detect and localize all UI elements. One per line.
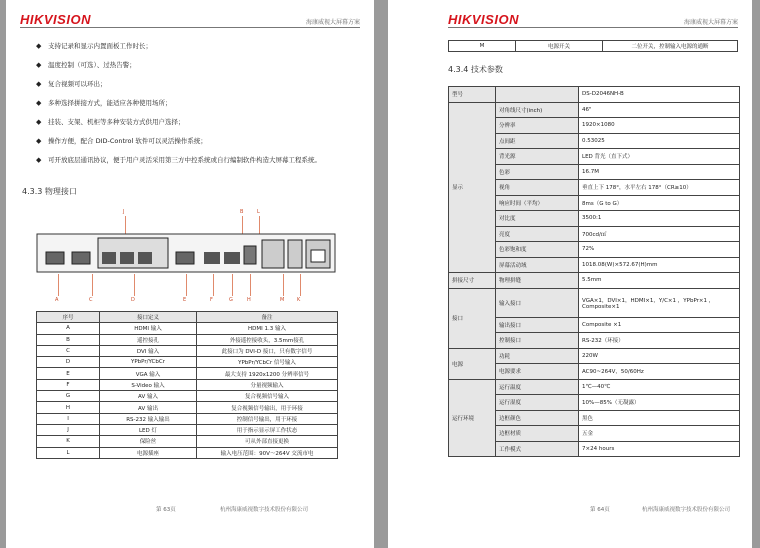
spec-group-cell: 拼接尺寸 [449, 273, 496, 289]
feature-item: ◆ 多种选择拼接方式，能适应各种使用场所； [36, 99, 356, 107]
spec-name-cell: 色彩 [496, 164, 579, 180]
table-cell: 遥控接孔 [100, 334, 197, 345]
spec-group-cell: 型号 [449, 87, 496, 103]
panel-label: F [210, 297, 213, 303]
panel-label: E [183, 297, 187, 303]
table-cell: 此接口为 DVI-D 接口，只有数字信号 [197, 345, 338, 356]
leader-line [213, 274, 214, 296]
spec-name-cell: 对比度 [496, 211, 579, 227]
spec-name-cell: 分辨率 [496, 118, 579, 134]
column-header: 接口定义 [100, 312, 197, 323]
panel-label: L [257, 209, 260, 215]
table-row [37, 379, 338, 390]
table-cell: L [37, 447, 100, 458]
spec-value-cell: 5.5mm [579, 273, 740, 289]
brand-logo: HIKVISION [448, 12, 519, 27]
panel-label: M [280, 297, 285, 303]
table-row [37, 413, 338, 424]
right-page [388, 0, 752, 548]
spec-name-cell [496, 87, 579, 103]
spec-name-cell: 响应时间（平均） [496, 195, 579, 211]
table-cell: YPbPr/YCbCr 信号输入 [197, 357, 338, 368]
spec-value-cell: LED 背光（直下式） [579, 149, 740, 165]
table-cell: B [37, 334, 100, 345]
brand-logo: HIKVISION [20, 12, 91, 27]
table-cell: YPbPr/YCbCr [100, 357, 197, 368]
table-cell: LED 灯 [100, 424, 197, 435]
table-row [37, 402, 338, 413]
table-row [449, 41, 738, 52]
spec-value-cell: AC90~264V，50/60Hz [579, 364, 740, 380]
table-cell: 二位开关，控制输入电源的通断 [603, 41, 738, 52]
page-number: 第 63页 [156, 507, 176, 513]
spec-value-cell: 72% [579, 242, 740, 258]
spec-name-cell: 视角 [496, 180, 579, 196]
table-cell: C [37, 345, 100, 356]
table-cell: HDMI 输入 [100, 323, 197, 334]
table-cell: AV 输出 [100, 402, 197, 413]
header-rule [448, 27, 738, 28]
table-cell: 电源插座 [100, 447, 197, 458]
table-cell: F [37, 379, 100, 390]
table-cell: J [37, 424, 100, 435]
spec-name-cell: 控制接口 [496, 333, 579, 349]
feature-item: ◆ 支持记录和显示内置面板工作时长； [36, 42, 356, 50]
panel-label: B [240, 209, 244, 215]
panel-label: J [123, 209, 125, 215]
spec-value-cell: 7×24 hours [579, 441, 740, 457]
table-cell: AV 输入 [100, 391, 197, 402]
panel-label: C [89, 297, 93, 303]
table-row [37, 345, 338, 356]
leader-line [134, 274, 135, 296]
feature-item: ◆ 复合视频可以环出； [36, 80, 356, 88]
leader-line [232, 274, 233, 296]
table-cell: DVI 输入 [100, 345, 197, 356]
table-row [449, 102, 740, 118]
table-cell: 控制信号输出，用于环接 [197, 413, 338, 424]
table-row [449, 379, 740, 395]
spec-group-cell: 运行环境 [449, 379, 496, 457]
table-row [37, 447, 338, 458]
rear-panel-svg [36, 232, 336, 274]
table-cell: 复合视频信号输出，用于环接 [197, 402, 338, 413]
panel-label: G [229, 297, 233, 303]
spec-value-cell: 1018.08(W)×572.67(H)mm [579, 257, 740, 273]
spec-value-cell: 五金 [579, 426, 740, 442]
spec-name-cell: 色彩饱和度 [496, 242, 579, 258]
table-row [37, 424, 338, 435]
table-cell: D [37, 357, 100, 368]
table-cell: E [37, 368, 100, 379]
spec-value-cell: 垂直上下 178°，水平左右 178°（CR≥10） [579, 180, 740, 196]
table-cell: VGA 输入 [100, 368, 197, 379]
spec-value-cell: Composite ×1 [579, 317, 740, 333]
spec-name-cell: 屏幕活动域 [496, 257, 579, 273]
spec-name-cell: 亮度 [496, 226, 579, 242]
spec-name-cell: 电源要求 [496, 364, 579, 380]
panel-label: K [297, 297, 301, 303]
spec-value-cell: 46" [579, 102, 740, 118]
spec-name-cell: 物理拼缝 [496, 273, 579, 289]
table-cell: I [37, 413, 100, 424]
spec-name-cell: 点间距 [496, 133, 579, 149]
feature-item: ◆ 操作方便，配合 DID-Control 软件可以灵活操作系统； [36, 137, 356, 145]
spec-value-cell: 1℃—40℃ [579, 379, 740, 395]
spec-value-cell: VGA×1，DVI×1，HDMI×1，Y/C×1 ，YPbPr×1 ，Composite×1 [579, 288, 740, 317]
table-cell: S-Video 输入 [100, 379, 197, 390]
spec-value-cell: 16.7M [579, 164, 740, 180]
table-cell: A [37, 323, 100, 334]
table-cell: 外接遥控接收头，3.5mm接孔 [197, 334, 338, 345]
table-cell: HDMI 1.3 输入 [197, 323, 338, 334]
table-row [449, 288, 740, 317]
spec-name-cell: 输出接口 [496, 317, 579, 333]
section-heading: 4.3.3 物理接口 [22, 187, 77, 196]
table-cell: 可从外部直接更换 [197, 436, 338, 447]
spec-name-cell: 输入接口 [496, 288, 579, 317]
table-cell: 用于指示显示屏工作状态 [197, 424, 338, 435]
spec-name-cell: 工作模式 [496, 441, 579, 457]
feature-item: ◆ 可开放底层通讯协议，便于用户灵活采用第三方中控系统或自行编制软件构造大屏幕工程系统。 [36, 156, 348, 164]
spec-name-cell: 对角线尺寸(inch) [496, 102, 579, 118]
spec-name-cell: 运行湿度 [496, 395, 579, 411]
panel-label: D [131, 297, 135, 303]
company-name: 杭州海康威视数字技术股份有限公司 [642, 507, 731, 513]
spec-name-cell: 背光源 [496, 149, 579, 165]
feature-item: ◆ 温度控制（可选）、过热告警； [36, 61, 356, 69]
spec-group-cell: 电源 [449, 348, 496, 379]
header-rule [20, 27, 360, 28]
feature-item: ◆ 挂装、支架、机柜等多种安装方式供用户选择； [36, 118, 356, 126]
table-cell: G [37, 391, 100, 402]
column-header: 序号 [37, 312, 100, 323]
interface-table [36, 311, 338, 459]
leader-line [186, 274, 187, 296]
spec-name-cell: 功耗 [496, 348, 579, 364]
spec-value-cell: 1920×1080 [579, 118, 740, 134]
interface-table-continued [448, 40, 738, 52]
rear-panel-diagram [36, 232, 336, 274]
column-header: 备注 [197, 312, 338, 323]
panel-label: H [247, 297, 251, 303]
leader-line [250, 274, 251, 296]
spec-value-cell: 黑色 [579, 410, 740, 426]
company-name: 杭州海康威视数字技术股份有限公司 [220, 507, 309, 513]
section-heading: 4.3.4 技术参数 [448, 65, 503, 74]
table-cell: RS-232 输入输出 [100, 413, 197, 424]
feature-list [36, 42, 356, 175]
table-cell: 复合视频信号输入 [197, 391, 338, 402]
doc-title: 海康威视大屏幕方案 [305, 19, 360, 26]
leader-line [283, 274, 284, 296]
spec-value-cell: 700cd/㎡ [579, 226, 740, 242]
spec-name-cell: 边框材质 [496, 426, 579, 442]
spec-value-cell: RS-232（环接） [579, 333, 740, 349]
table-row [37, 323, 338, 334]
spec-name-cell: 运行温度 [496, 379, 579, 395]
panel-label: A [55, 297, 59, 303]
left-page [6, 0, 374, 548]
table-cell: 最大支持 1920x1200 分辨率信号 [197, 368, 338, 379]
table-row [37, 334, 338, 345]
spec-value-cell: 10%—85%（无凝露） [579, 395, 740, 411]
spec-name-cell: 边框颜色 [496, 410, 579, 426]
table-cell: H [37, 402, 100, 413]
spec-value-cell: DS-D2046NH-B [579, 87, 740, 103]
table-row [449, 87, 740, 103]
table-row [37, 391, 338, 402]
spec-value-cell: 0.53025 [579, 133, 740, 149]
table-cell: 分量视频输入 [197, 379, 338, 390]
spec-table [448, 86, 740, 457]
spec-group-cell: 接口 [449, 288, 496, 348]
table-cell: 电源开关 [516, 41, 603, 52]
leader-line [92, 274, 93, 296]
table-row [449, 273, 740, 289]
leader-line [300, 274, 301, 296]
spec-value-cell: 8ms（G to G） [579, 195, 740, 211]
page-number: 第 64页 [590, 507, 610, 513]
spec-group-cell: 显示 [449, 102, 496, 273]
table-cell: K [37, 436, 100, 447]
table-header-row [37, 312, 338, 323]
table-row [37, 436, 338, 447]
table-row [449, 348, 740, 364]
doc-title: 海康威视大屏幕方案 [683, 19, 738, 26]
spec-value-cell: 3500:1 [579, 211, 740, 227]
leader-line [58, 274, 59, 296]
spec-value-cell: 220W [579, 348, 740, 364]
table-row [37, 368, 338, 379]
table-row [37, 357, 338, 368]
table-cell: 保险丝 [100, 436, 197, 447]
table-cell: M [449, 41, 516, 52]
table-cell: 输入电压范围：90V～264V 交流市电 [197, 447, 338, 458]
